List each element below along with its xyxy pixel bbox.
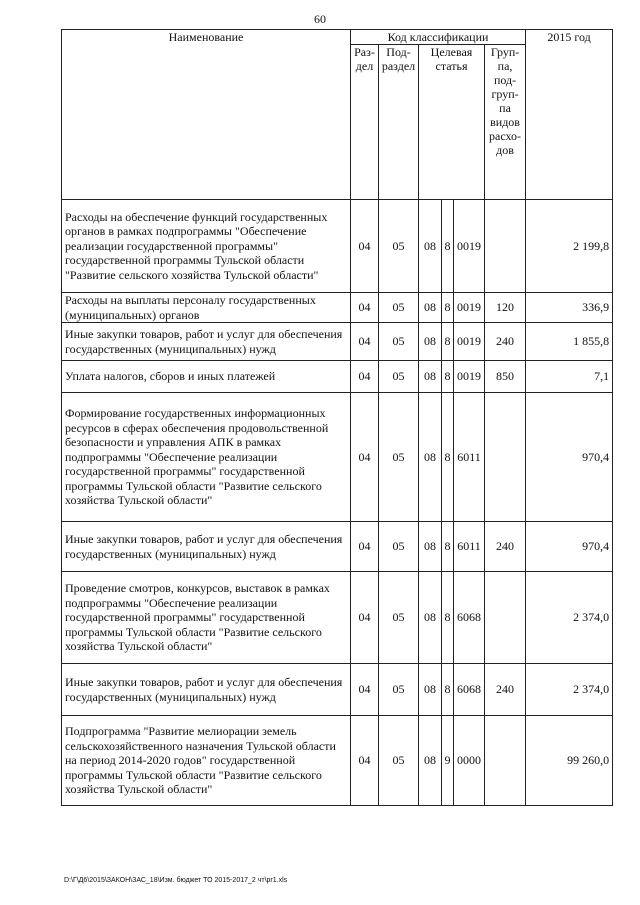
row-celevaya-part2: 8 [442, 293, 454, 323]
table-row [62, 664, 613, 716]
row-podrazdel: 05 [379, 522, 419, 572]
row-amount: 2 199,8 [526, 200, 613, 293]
row-celevaya-part2: 8 [442, 522, 454, 572]
row-vid-rashodov [485, 716, 526, 806]
header-podrazdel: Под- раздел [379, 45, 419, 200]
header-razdel: Раз- дел [351, 45, 379, 200]
row-vid-rashodov: 850 [485, 361, 526, 393]
row-amount: 99 260,0 [526, 716, 613, 806]
row-podrazdel: 05 [379, 361, 419, 393]
row-name: Расходы на выплаты персоналу государственных (муниципальных) органов [62, 293, 351, 323]
row-amount: 970,4 [526, 393, 613, 522]
row-razdel: 04 [351, 572, 379, 664]
row-vid-rashodov: 240 [485, 323, 526, 361]
row-vid-rashodov: 240 [485, 664, 526, 716]
row-celevaya-part1: 08 [419, 323, 442, 361]
row-celevaya-part3: 0000 [454, 716, 485, 806]
row-celevaya-part1: 08 [419, 200, 442, 293]
row-name: Иные закупки товаров, работ и услуг для обеспечения государственных (муниципальных) нужд [62, 664, 351, 716]
row-amount: 7,1 [526, 361, 613, 393]
row-razdel: 04 [351, 293, 379, 323]
row-razdel: 04 [351, 716, 379, 806]
table-row [62, 716, 613, 806]
row-name: Подпрограмма "Развитие мелиорации земель сельскохозяйственного назначения Тульской области на период 2014-2020 годов" государственной программы Тульской области "Развитие сельского хозяйства Тульской области" [62, 716, 351, 806]
row-celevaya-part1: 08 [419, 361, 442, 393]
row-celevaya-part2: 8 [442, 572, 454, 664]
header-code-group: Код классификации [351, 30, 526, 45]
row-celevaya-part3: 6011 [454, 522, 485, 572]
row-podrazdel: 05 [379, 293, 419, 323]
table-row [62, 572, 613, 664]
row-name: Иные закупки товаров, работ и услуг для обеспечения государственных (муниципальных) нужд [62, 323, 351, 361]
row-vid-rashodov [485, 572, 526, 664]
row-amount: 1 855,8 [526, 323, 613, 361]
table-row [62, 361, 613, 393]
row-celevaya-part1: 08 [419, 716, 442, 806]
row-celevaya-part2: 8 [442, 361, 454, 393]
row-celevaya-part2: 8 [442, 393, 454, 522]
row-celevaya-part3: 0019 [454, 323, 485, 361]
row-podrazdel: 05 [379, 393, 419, 522]
row-amount: 970,4 [526, 522, 613, 572]
row-celevaya-part3: 0019 [454, 200, 485, 293]
row-vid-rashodov: 120 [485, 293, 526, 323]
row-celevaya-part1: 08 [419, 522, 442, 572]
row-celevaya-part3: 6068 [454, 664, 485, 716]
row-celevaya-part1: 08 [419, 664, 442, 716]
header-celevaya-statya: Целевая статья [419, 45, 485, 200]
header-row-1 [62, 30, 613, 45]
row-name: Формирование государственных информационных ресурсов в сферах обеспечения продовольственной безопасности и управления АПК в рамках подпрограммы "Обеспечение реализации государственной программы" государственной программы Тульской области "Развитие сельского хозяйства Тульской области" [62, 393, 351, 522]
table-row [62, 293, 613, 323]
row-name: Иные закупки товаров, работ и услуг для обеспечения государственных (муниципальных) нужд [62, 522, 351, 572]
row-vid-rashodov [485, 393, 526, 522]
row-razdel: 04 [351, 522, 379, 572]
table-row [62, 200, 613, 293]
header-year: 2015 год [526, 30, 613, 200]
row-amount: 2 374,0 [526, 664, 613, 716]
row-razdel: 04 [351, 664, 379, 716]
row-podrazdel: 05 [379, 572, 419, 664]
row-name: Уплата налогов, сборов и иных платежей [62, 361, 351, 393]
row-celevaya-part1: 08 [419, 293, 442, 323]
row-celevaya-part1: 08 [419, 393, 442, 522]
row-vid-rashodov [485, 200, 526, 293]
file-path-footer: D:\Г\Д6\2015\ЗАКОН\ЗАС_18\Изм. бюджет ТО 2015-2017_2 чт\pr1.xls [64, 877, 288, 884]
table-row [62, 522, 613, 572]
row-podrazdel: 05 [379, 716, 419, 806]
header-gruppa-vidov-rashodov: Груп- па, под- груп- па видов расхо- дов [485, 45, 526, 200]
row-razdel: 04 [351, 200, 379, 293]
row-celevaya-part3: 6011 [454, 393, 485, 522]
row-celevaya-part3: 0019 [454, 361, 485, 393]
row-celevaya-part1: 08 [419, 572, 442, 664]
row-name: Проведение смотров, конкурсов, выставок в рамках подпрограммы "Обеспечение реализации государственной программы" государственной программы Тульской области "Развитие сельского хозяйства Тульской области" [62, 572, 351, 664]
row-razdel: 04 [351, 393, 379, 522]
table-row [62, 323, 613, 361]
row-celevaya-part3: 0019 [454, 293, 485, 323]
header-name: Наименование [62, 30, 351, 200]
row-vid-rashodov: 240 [485, 522, 526, 572]
row-celevaya-part3: 6068 [454, 572, 485, 664]
budget-table [61, 29, 613, 806]
row-celevaya-part2: 8 [442, 664, 454, 716]
row-podrazdel: 05 [379, 664, 419, 716]
row-celevaya-part2: 8 [442, 323, 454, 361]
table-row [62, 393, 613, 522]
row-razdel: 04 [351, 323, 379, 361]
row-podrazdel: 05 [379, 323, 419, 361]
row-name: Расходы на обеспечение функций государственных органов в рамках подпрограммы "Обеспечение реализации государственной программы" государственной программы Тульской области "Развитие сельского хозяйства Тульской области" [62, 200, 351, 293]
row-celevaya-part2: 9 [442, 716, 454, 806]
row-podrazdel: 05 [379, 200, 419, 293]
row-razdel: 04 [351, 361, 379, 393]
row-celevaya-part2: 8 [442, 200, 454, 293]
row-amount: 2 374,0 [526, 572, 613, 664]
row-amount: 336,9 [526, 293, 613, 323]
page-number: 60 [314, 12, 326, 26]
